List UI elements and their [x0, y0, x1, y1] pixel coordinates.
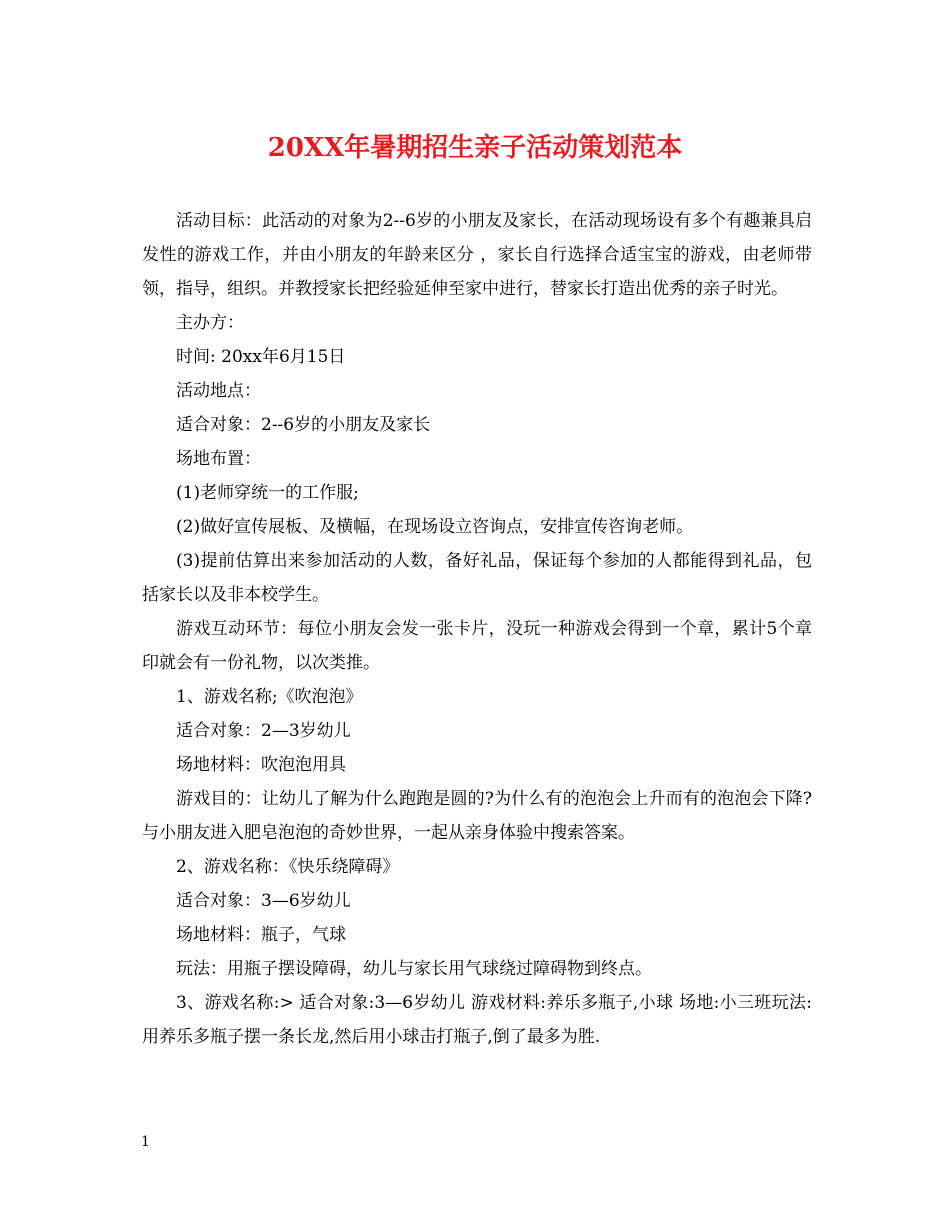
paragraph-setup-item-1: (1)老师穿统一的工作服;	[176, 483, 359, 503]
paragraph-time: 时间: 20xx年6月15日	[176, 347, 346, 367]
paragraph-venue-setup: 场地布置：	[176, 449, 261, 469]
paragraph-game-2-audience: 适合对象：3—6岁幼儿	[176, 891, 351, 911]
paragraph-game-2-name: 2、游戏名称：《快乐绕障碍》	[176, 857, 400, 877]
paragraph-game-interaction: 游戏互动环节：每位小朋友会发一张卡片，没玩一种游戏会得到一个章，累计5个章印就会有一份礼物，以次类推。	[142, 619, 812, 673]
paragraph-organizer: 主办方：	[176, 313, 244, 333]
paragraph-game-1-purpose: 游戏目的：让幼儿了解为什么跑跑是圆的?为什么有的泡泡会上升而有的泡泡会下降?与小朋友进入肥皂泡泡的奇妙世界，一起从亲身体验中搜索答案。	[142, 789, 812, 843]
paragraph-game-2-materials: 场地材料：瓶子，气球	[176, 925, 346, 945]
paragraph-game-2-rules: 玩法：用瓶子摆设障碍，幼儿与家长用气球绕过障碍物到终点。	[176, 959, 652, 979]
paragraph-game-3: 3、游戏名称:> 适合对象:3—6岁幼儿 游戏材料:养乐多瓶子,小球 场地:小三班玩法:用养乐多瓶子摆一条长龙,然后用小球击打瓶子,倒了最多为胜.	[142, 993, 812, 1047]
paragraph-activity-goal: 活动目标：此活动的对象为2--6岁的小朋友及家长，在活动现场设有多个有趣兼具启发性的游戏工作，并由小朋友的年龄来区分 ，家长自行选择合适宝宝的游戏，由老师带领，指导，组织。并教授家长把经验延伸至家中进行，替家长打造出优秀的亲子时光。	[142, 211, 812, 299]
paragraph-game-1-materials: 场地材料：吹泡泡用具	[176, 755, 346, 775]
document-body	[142, 204, 812, 1054]
paragraph-game-1-name: 1、游戏名称;《吹泡泡》	[176, 687, 363, 707]
paragraph-game-1-audience: 适合对象：2—3岁幼儿	[176, 721, 351, 741]
page-number: 1	[141, 1134, 150, 1150]
paragraph-location: 活动地点：	[176, 381, 261, 401]
page-title: 20XX年暑期招生亲子活动策划范本	[267, 133, 683, 163]
paragraph-setup-item-2: (2)做好宣传展板、及横幅，在现场设立咨询点，安排宣传咨询老师。	[176, 517, 694, 537]
paragraph-setup-item-3: (3)提前估算出来参加活动的人数，备好礼品，保证每个参加的人都能得到礼品，包括家长以及非本校学生。	[142, 551, 812, 605]
paragraph-audience: 适合对象：2--6岁的小朋友及家长	[176, 415, 431, 435]
